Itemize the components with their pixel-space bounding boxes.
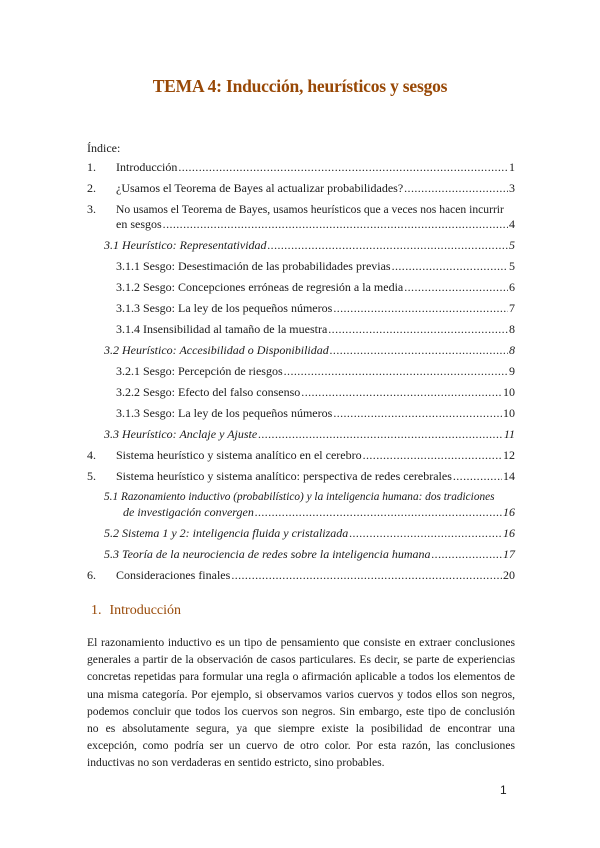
toc-title: 5.2 Sistema 1 y 2: inteligencia fluida y cristalizada xyxy=(104,526,349,540)
toc-page: 5 xyxy=(509,259,515,273)
toc-leader xyxy=(404,280,508,295)
toc-title: 3.1.3 Sesgo: La ley de los pequeños números xyxy=(116,406,333,420)
toc-leader xyxy=(163,217,508,232)
toc-title: Introducción xyxy=(116,160,178,174)
index-label: Índice: xyxy=(87,141,121,155)
toc-page: 10 xyxy=(503,385,515,399)
toc-page: 17 xyxy=(503,547,515,561)
toc-entry-3-1-1[interactable] xyxy=(87,259,515,274)
toc-entry-3-1-4[interactable] xyxy=(87,322,515,337)
toc-leader xyxy=(330,343,508,358)
toc-page: 14 xyxy=(503,469,515,483)
toc-page: 20 xyxy=(503,568,515,582)
toc-leader xyxy=(178,160,508,175)
toc-title: 3.2 Heurístico: Accesibilidad o Disponibilidad xyxy=(104,343,329,357)
toc-title: Sistema heurístico y sistema analítico: perspectiva de redes cerebrales xyxy=(116,469,452,483)
toc-title: Consideraciones finales xyxy=(116,568,231,582)
toc-page: 6 xyxy=(509,280,515,294)
toc-entry-4[interactable] xyxy=(87,448,515,463)
toc-number: 3. xyxy=(87,202,96,216)
toc-page: 11 xyxy=(503,427,515,441)
toc-number: 4. xyxy=(87,448,96,462)
toc-leader xyxy=(453,469,502,484)
toc-leader xyxy=(349,526,502,541)
toc-page: 8 xyxy=(509,343,515,357)
toc-leader xyxy=(328,322,508,337)
toc-entry-2[interactable] xyxy=(87,181,515,196)
toc-page: 3 xyxy=(509,181,515,195)
toc-entry-3-2-2[interactable] xyxy=(87,385,515,400)
toc-entry-5-1[interactable] xyxy=(87,490,515,520)
toc-leader xyxy=(284,364,508,379)
toc-page: 7 xyxy=(509,301,515,315)
table-of-contents xyxy=(87,160,515,589)
toc-leader xyxy=(392,259,508,274)
toc-page: 9 xyxy=(509,364,515,378)
toc-page: 12 xyxy=(503,448,515,462)
toc-title: 3.3 Heurístico: Anclaje y Ajuste xyxy=(104,427,258,441)
toc-entry-3-2[interactable] xyxy=(87,343,515,358)
toc-entry-6[interactable] xyxy=(87,568,515,583)
toc-number: 1. xyxy=(87,160,96,174)
toc-entry-3-1-3[interactable] xyxy=(87,301,515,316)
toc-page: 16 xyxy=(503,505,515,519)
toc-title: 3.1.4 Insensibilidad al tamaño de la muestra xyxy=(116,322,328,336)
toc-title: Sistema heurístico y sistema analítico en el cerebro xyxy=(116,448,362,462)
toc-entry-5-2[interactable] xyxy=(87,526,515,541)
body-paragraph: El razonamiento inductivo es un tipo de pensamiento que consiste en extraer conclusiones generales a partir de la observación de casos particulares. Es decir, se parte de experiencias concretas repetidas para formular una regla o afirmación aplicable a todos los elementos de una misma categoría. Por ejemplo, si observamos varios cuervos y todos ellos son negros, podemos concluir que todos los cuervos son negros. Sin embargo, este tipo de conclusión no es absolutamente segura, ya que siempre existe la posibilidad de encontrar una excepción, como podría ser un cuervo de otro color. Por esta razón, las conclusiones inductivas no son verdaderas en sentido estricto, sino probables. xyxy=(87,636,515,770)
toc-page: 16 xyxy=(503,526,515,540)
toc-page: 4 xyxy=(509,217,515,231)
toc-title: 3.1.3 Sesgo: La ley de los pequeños números xyxy=(116,301,333,315)
toc-title: 3.1 Heurístico: Representatividad xyxy=(104,238,267,252)
toc-page: 5 xyxy=(509,238,515,252)
toc-leader xyxy=(258,427,503,442)
toc-entry-3-2-3[interactable] xyxy=(87,406,515,421)
document-title: TEMA 4: Inducción, heurísticos y sesgos xyxy=(152,76,448,96)
toc-number: 2. xyxy=(87,181,96,195)
toc-leader xyxy=(255,505,502,520)
toc-title: 3.1.2 Sesgo: Concepciones erróneas de regresión a la media xyxy=(116,280,404,294)
toc-title: 5.3 Teoría de la neurociencia de redes sobre la inteligencia humana xyxy=(104,547,431,561)
toc-leader xyxy=(301,385,502,400)
toc-entry-3-2-1[interactable] xyxy=(87,364,515,379)
toc-title-cont: en sesgos xyxy=(116,217,162,231)
toc-leader xyxy=(333,301,508,316)
toc-entry-3-3[interactable] xyxy=(87,427,515,442)
section-title: Introducción xyxy=(109,603,182,618)
toc-title-cont: de investigación convergen xyxy=(123,505,254,519)
toc-leader xyxy=(432,547,502,562)
toc-title: No usamos el Teorema de Bayes, usamos heurísticos que a veces nos hacen incurrir xyxy=(116,203,504,216)
toc-title: 3.1.1 Sesgo: Desestimación de las probabilidades previas xyxy=(116,259,391,273)
toc-page: 8 xyxy=(509,322,515,336)
toc-title: 3.2.1 Sesgo: Percepción de riesgos xyxy=(116,364,283,378)
toc-entry-1[interactable] xyxy=(87,160,515,175)
toc-title: ¿Usamos el Teorema de Bayes al actualizar probabilidades? xyxy=(116,181,404,195)
section-heading-introduccion xyxy=(91,603,181,619)
toc-leader xyxy=(268,238,508,253)
toc-entry-5-3[interactable] xyxy=(87,547,515,562)
toc-leader xyxy=(404,181,508,196)
toc-entry-3-1-2[interactable] xyxy=(87,280,515,295)
toc-leader xyxy=(363,448,502,463)
toc-leader xyxy=(231,568,502,583)
toc-leader xyxy=(333,406,502,421)
toc-number: 5. xyxy=(87,469,96,483)
toc-title: 5.1 Razonamiento inductivo (probabilístico) y la inteligencia humana: dos tradiciones xyxy=(104,491,495,503)
toc-number: 6. xyxy=(87,568,96,582)
toc-title: 3.2.2 Sesgo: Efecto del falso consenso xyxy=(116,385,301,399)
section-number: 1. xyxy=(91,603,102,618)
toc-entry-5[interactable] xyxy=(87,469,515,484)
toc-entry-3[interactable] xyxy=(87,202,515,232)
page-number: 1 xyxy=(500,783,507,797)
toc-entry-3-1[interactable] xyxy=(87,238,515,253)
toc-page: 1 xyxy=(509,160,515,174)
toc-page: 10 xyxy=(503,406,515,420)
